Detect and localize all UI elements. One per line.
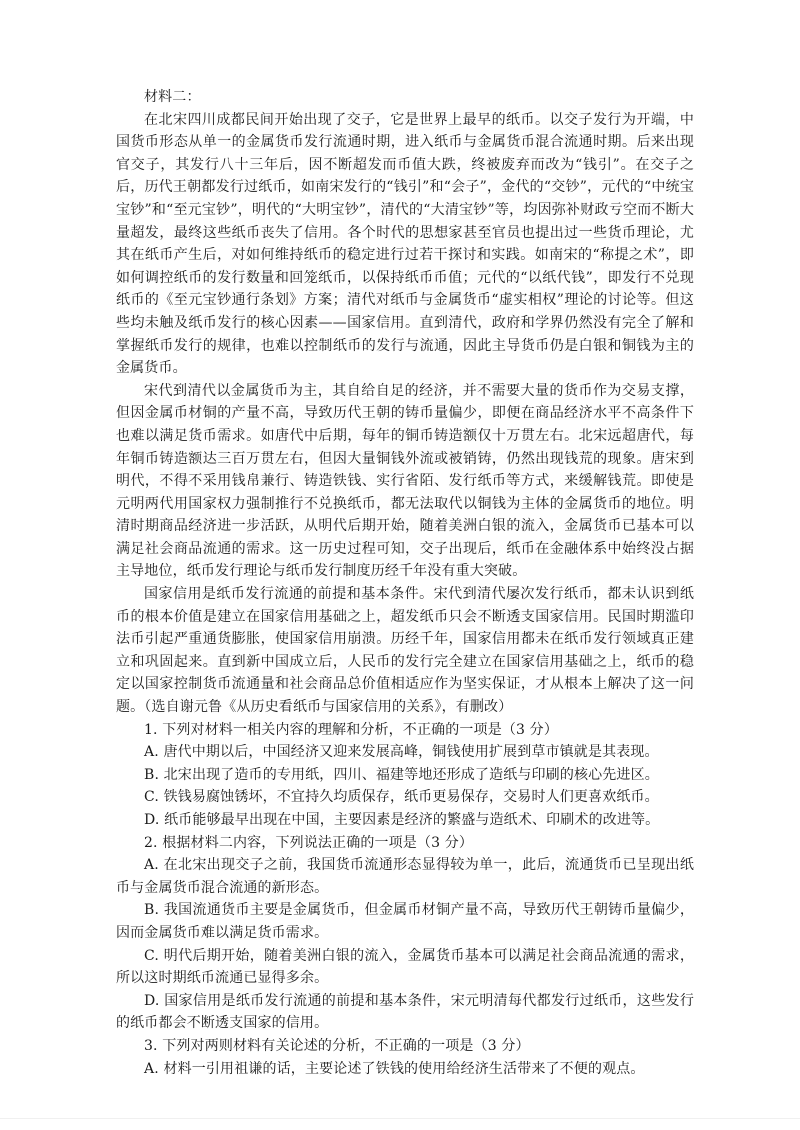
question-1-option-b: B. 北宋出现了造币的专用纸，四川、福建等地还形成了造纸与印刷的核心先进区。 [144,766,659,783]
question-1-stem: 1. 下列对材料一相关内容的理解和分析，不正确的一项是（3 分） [144,721,558,738]
question-3-option-a: A. 材料一引用祖谦的话，主要论述了铁钱的使用给经济生活带来了不便的观点。 [144,1060,645,1077]
question-2-option-c: C. 明代后期开始，随着美洲白银的流入，金属货币基本可以满足社会商品流通的需求，所以这时期纸币流通已显得多余。 [116,947,694,987]
question-2-stem: 2. 根据材料二内容，下列说法正确的一项是（3 分） [144,834,474,851]
section-heading: 材料二： [144,89,201,105]
question-2-option-a: A. 在北宋出现交子之前，我国货币流通形态显得较为单一，此后，流通货币已呈现出纸币与金属货币混合流通的新形态。 [116,857,694,896]
question-3-stem: 3. 下列对两则材料有关论述的分析，不正确的一项是（3 分） [144,1037,530,1054]
page-bottom-edge [0,1118,800,1119]
question-2-option-b: B. 我国流通货币主要是金属货币，但金属币材铜产量不高，导致历代王朝铸币量偏少，因而金属货币难以满足货币需求。 [116,902,694,941]
paragraph-2: 宋代到清代以金属货币为主，其自给自足的经济，并不需要大量的货币作为交易支撑，但因金属币材铜的产量不高，导致历代王朝的铸币量偏少，即便在商品经济水平不高条件下也难以满足货币需求。如唐代中后期，每年的铜币铸造额仅十万贯左右。北宋远超唐代，每年铜币铸造额达三百万贯左右，但因大量铜钱外流或被销铸，仍然出现钱荒的现象。唐宋到明代，不得不采用钱帛兼行、铸造铁钱、实行省陌、发行纸币等方式，来缓解钱荒。即使是元明两代用国家权力强制推行不兑换纸币，都无法取代以铜钱为主体的金属货币的地位。明清时期商品经济进一步活跃，从明代后期开始，随着美洲白银的流入，金属货币已基本可以满足社会商品流通的需求。这一历史过程可知，交子出现后，纸币在金融体系中始终没占据主导地位，纸币发行理论与纸币发行制度历经千年没有重大突破。 [116,382,694,580]
question-2 [116,832,694,1035]
question-3 [116,1035,694,1080]
question-1 [116,719,694,832]
question-1-option-a: A. 唐代中期以后，中国经济又迎来发展高峰，铜钱使用扩展到草市镇就是其表现。 [144,744,659,761]
paragraph-1: 在北宋四川成都民间开始出现了交子，它是世界上最早的纸币。以交子发行为开端，中国货币形态从单一的金属货币发行流通时期，进入纸币与金属货币混合流通时期。后来出现官交子，其发行八十三年后，因不断超发而币值大跌，终被废弃而改为“钱引”。在交子之后，历代王朝都发行过纸币，如南宋发行的“钱引”和“会子”，金代的“交钞”，元代的“中统宝宝钞”和“至元宝钞”，明代的“大明宝钞”，清代的“大清宝钞”等，均因弥补财政亏空而不断大量超发，最终这些纸币丧失了信用。各个时代的思想家甚至官员也提出过一些货币理论，尤其在纸币产生后，对如何维持纸币的稳定进行过若干探讨和实践。如南宋的“称提之术”，即如何调控纸币的发行数量和回笼纸币，以保持纸币币值；元代的“以纸代钱”，即发行不兑现纸币的《至元宝钞通行条划》方案；清代对纸币与金属货币“虚实相权”理论的讨论等。但这些均未触及纸币发行的核心因素——国家信用。直到清代，政府和学界仍然没有完全了解和掌握纸币发行的规律，也难以控制纸币的发行与流通，因此主导货币仍是白银和铜钱为主的金属货币。 [116,111,694,377]
question-1-option-c: C. 铁钱易腐蚀锈坏，不宜持久均质保存，纸币更易保存，交易时人们更喜欢纸币。 [144,789,659,806]
question-2-option-d: D. 国家信用是纸币发行流通的前提和基本条件，宋元明清每代都发行过纸币，这些发行的纸币都会不断透支国家的信用。 [116,992,694,1032]
question-1-option-d: D. 纸币能够最早出现在中国，主要因素是经济的繁盛与造纸术、印刷术的改进等。 [144,812,660,828]
paragraph-3: 国家信用是纸币发行流通的前提和基本条件。宋代到清代屡次发行纸币，都未认识到纸币的根本价值是建立在国家信用基础之上，超发纸币只会不断透支国家信用。民国时期滥印法币引起严重通货膨胀，使国家信用崩溃。历经千年，国家信用都未在纸币发行领域真正建立和巩固起来。直到新中国成立后，人民币的发行完全建立在国家信用基础之上，纸币的稳定以国家控制货币流通量和社会商品总价值相适应作为坚实保证，才从根本上解决了这一问题。（选自谢元鲁《从历史看纸币与国家信用的关系》，有删改） [116,586,694,716]
